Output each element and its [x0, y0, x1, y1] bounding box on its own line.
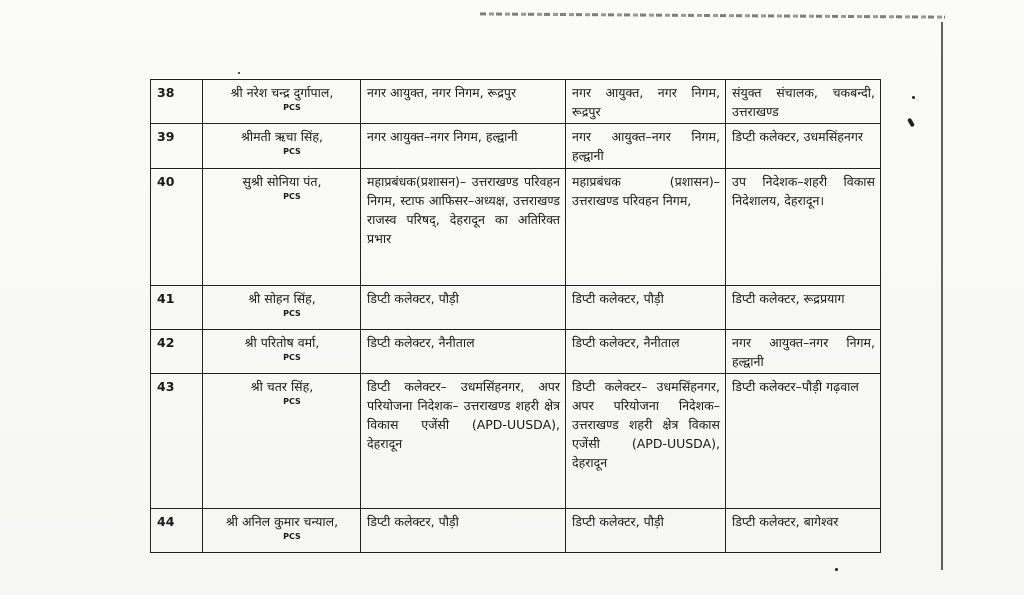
table-row — [151, 509, 881, 553]
officer-name-cell — [203, 374, 361, 509]
cadre-label: PCS — [283, 103, 301, 112]
officer-name-cell — [203, 124, 361, 169]
new-post: डिप्टी कलेक्टर, उधमसिंहनगर — [726, 124, 881, 169]
serial-number: 44 — [151, 509, 203, 553]
new-post: डिप्टी कलेक्टर–पौड़ी गढ़वाल — [726, 374, 881, 509]
current-post: महाप्रबंधक(प्रशासन)– उत्तराखण्ड परिवहन निगम, स्टाफ आफिसर–अध्यक्ष, उत्तराखण्ड राजस्व परिषद्, देहरादून का अतिरिक्त प्रभार — [361, 169, 566, 286]
cadre-label: PCS — [283, 309, 301, 318]
cadre-label: PCS — [283, 532, 301, 541]
scan-speck — [238, 72, 240, 74]
table-row — [151, 374, 881, 509]
table-row — [151, 330, 881, 374]
officer-name-cell — [203, 286, 361, 330]
cadre-label: PCS — [283, 397, 301, 406]
new-post: संयुक्त संचालक, चकबन्दी, उत्तराखण्ड — [726, 80, 881, 124]
scan-speck — [907, 118, 915, 128]
serial-number: 43 — [151, 374, 203, 509]
current-post-col3: डिप्टी कलेक्टर, पौड़ी — [566, 509, 726, 553]
scan-top-border-line — [480, 12, 945, 18]
transfer-list-table — [150, 79, 881, 553]
current-post-col3: डिप्टी कलेक्टर, पौड़ी — [566, 286, 726, 330]
serial-number: 39 — [151, 124, 203, 169]
officer-name-cell — [203, 80, 361, 124]
current-post: डिप्टी कलेक्टर, पौड़ी — [361, 286, 566, 330]
serial-number: 40 — [151, 169, 203, 286]
serial-number: 42 — [151, 330, 203, 374]
current-post: डिप्टी कलेक्टर– उधमसिंहनगर, अपर परियोजना निदेशक– उत्तराखण्ड शहरी क्षेत्र विकास एजेंसी (APD-UUSDA), देहरादून — [361, 374, 566, 509]
current-post: नगर आयुक्त–नगर निगम, हल्द्वानी — [361, 124, 566, 169]
current-post-col3: नगर आयुक्त, नगर निगम, रूद्रपुर — [566, 80, 726, 124]
officer-name: श्रीमती ऋचा सिंह, — [240, 129, 323, 144]
officer-name: श्री चतर सिंह, — [250, 379, 314, 394]
table-row — [151, 169, 881, 286]
new-post: नगर आयुक्त–नगर निगम, हल्द्वानी — [726, 330, 881, 374]
current-post-col3: डिप्टी कलेक्टर– उधमसिंहनगर, अपर परियोजना निदेशक– उत्तराखण्ड शहरी क्षेत्र विकास एजेंसी (APD-UUSDA), देहरादून — [566, 374, 726, 509]
officer-name: सुश्री सोनिया पंत, — [242, 174, 322, 189]
current-post: डिप्टी कलेक्टर, पौड़ी — [361, 509, 566, 553]
officer-name-cell — [203, 330, 361, 374]
officer-name-cell — [203, 169, 361, 286]
current-post: डिप्टी कलेक्टर, नैनीताल — [361, 330, 566, 374]
officer-name: श्री अनिल कुमार चन्याल, — [225, 514, 339, 529]
serial-number: 38 — [151, 80, 203, 124]
officer-name: श्री नरेश चन्द्र दुर्गापाल, — [230, 85, 334, 100]
scan-speck — [912, 96, 915, 99]
new-post: डिप्टी कलेक्टर, बागेश्वर — [726, 509, 881, 553]
scan-right-edge-line — [941, 22, 943, 570]
officer-name: श्री सोहन सिंह, — [248, 291, 316, 306]
serial-number: 41 — [151, 286, 203, 330]
current-post-col3: महाप्रबंधक (प्रशासन)– उत्तराखण्ड परिवहन निगम, — [566, 169, 726, 286]
cadre-label: PCS — [283, 192, 301, 201]
cadre-label: PCS — [283, 353, 301, 362]
new-post: डिप्टी कलेक्टर, रूद्रप्रयाग — [726, 286, 881, 330]
scan-speck — [835, 568, 838, 571]
current-post-col3: नगर आयुक्त–नगर निगम, हल्द्वानी — [566, 124, 726, 169]
table-row — [151, 124, 881, 169]
cadre-label: PCS — [283, 147, 301, 156]
officer-name: श्री परितोष वर्मा, — [244, 335, 320, 350]
table-row — [151, 286, 881, 330]
current-post-col3: डिप्टी कलेक्टर, नैनीताल — [566, 330, 726, 374]
table-row — [151, 80, 881, 124]
officer-name-cell — [203, 509, 361, 553]
current-post: नगर आयुक्त, नगर निगम, रूद्रपुर — [361, 80, 566, 124]
new-post: उप निदेशक–शहरी विकास निदेशालय, देहरादून। — [726, 169, 881, 286]
